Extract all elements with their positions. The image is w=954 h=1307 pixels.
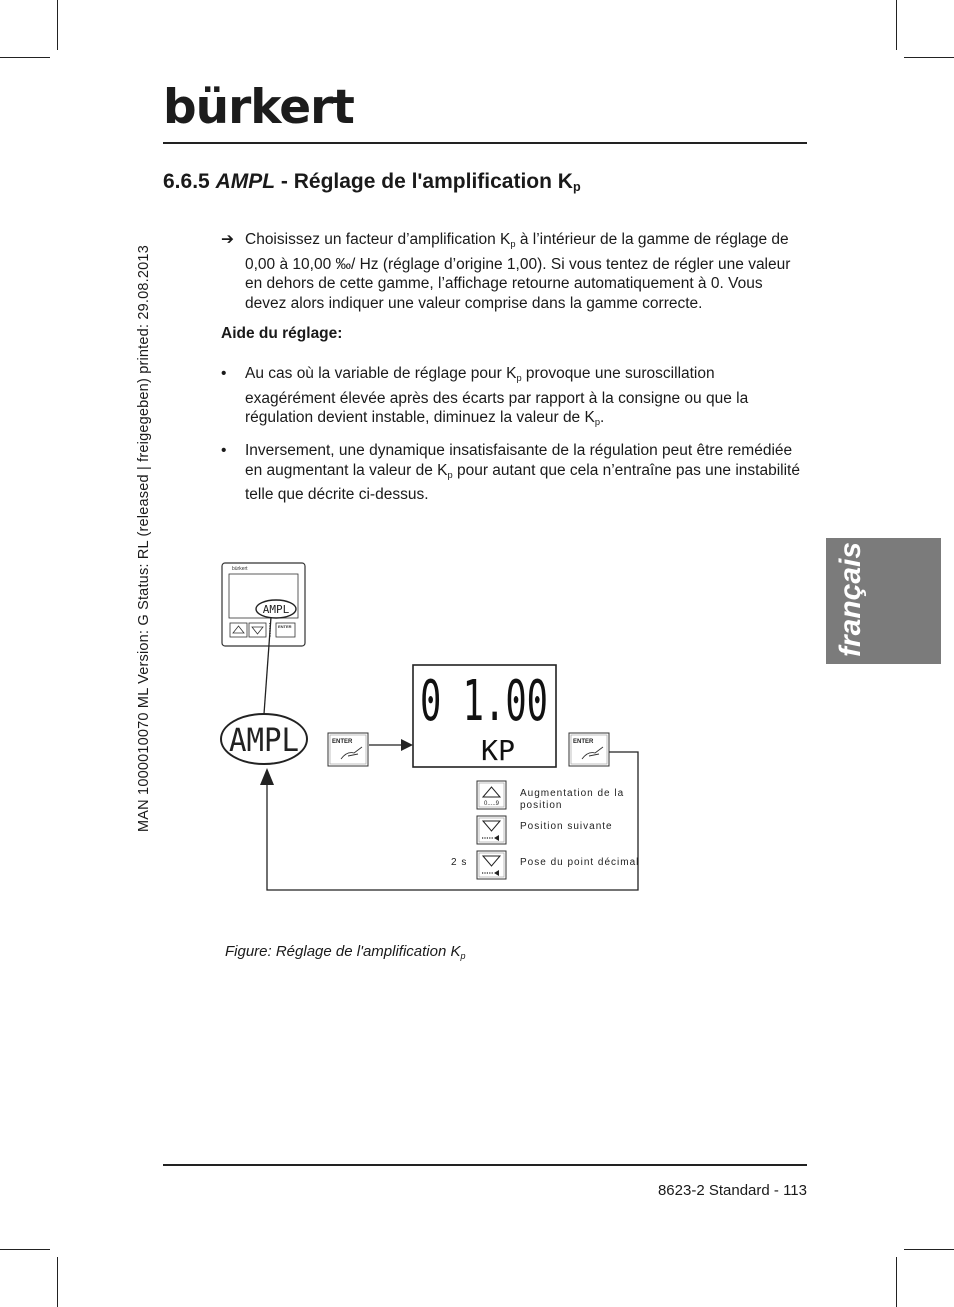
enter-key-label: ENTER xyxy=(573,739,594,745)
decimal-key-label: Pose du point décimal xyxy=(520,857,640,868)
enter-key[interactable] xyxy=(569,733,609,766)
down-key[interactable] xyxy=(477,816,506,844)
device-display-text: AMPL xyxy=(262,603,290,616)
enter-key[interactable] xyxy=(328,733,368,766)
footer-separator: - xyxy=(773,1182,779,1199)
page-footer xyxy=(620,1182,807,1199)
bullet-text: Au cas où la variable de réglage pour K xyxy=(245,365,517,382)
page-number: 113 xyxy=(783,1182,807,1199)
menu-item-text: AMPL xyxy=(229,721,299,759)
section-number: 6.6.5 xyxy=(163,170,210,193)
up-key[interactable] xyxy=(477,781,506,809)
figure-caption-text: Figure: Réglage de l'amplification K xyxy=(225,943,461,960)
document-status-text: MAN 1000010070 ML Version: G Status: RL (released | freigegeben) printed: 29.08.2013 xyxy=(136,245,152,832)
controller-device xyxy=(222,563,305,646)
language-tab-label: français xyxy=(834,541,867,657)
decimal-key[interactable] xyxy=(477,851,506,879)
bullet-text: provoque une suroscillation exagérément élevée après des écarts par rapport à la consigne ou que la régulation devient instable, diminuez la valeur de K xyxy=(245,365,749,426)
return-arrowhead xyxy=(260,768,274,785)
decimal-key-time: 2 s xyxy=(451,857,468,868)
bullet-subscript: p xyxy=(516,373,522,383)
arrow-right-icon: ➔ xyxy=(221,231,234,248)
down-key-label: Position suivante xyxy=(520,821,613,832)
instruction-text-part2: à l’intérieur de la gamme de réglage de 0,00 à 10,00 ‰/ Hz (réglage d’origine 1,00). Si vous tentez de régler une valeur en dehors de cette gamme, l’affichage retourne automatiquement à 0. Vous devez alors indiquer une valeur comprise dans la gamme correcte. xyxy=(245,231,791,312)
instruction-text-part1: Choisissez un facteur d’amplification K xyxy=(245,231,511,248)
enter-key-label: ENTER xyxy=(332,739,353,745)
bullet-text: Inversement, une dynamique insatisfaisante de la régulation peut être remédiée en augmentant la valeur de K xyxy=(245,442,793,479)
up-key-label: Augmentation de la position xyxy=(520,788,625,811)
footer-doc: 8623-2 Standard xyxy=(657,1182,770,1199)
figure-caption xyxy=(225,943,466,961)
bullet-subscript: p xyxy=(447,469,453,480)
instruction-subscript: p xyxy=(510,239,516,249)
brand-logo: bürkert xyxy=(163,80,354,135)
section-keyword: AMPL xyxy=(215,170,276,193)
device-brand-text: bürkert xyxy=(232,566,248,572)
help-heading: Aide du réglage: xyxy=(221,325,343,342)
lcd-display xyxy=(413,665,556,767)
footer-rule xyxy=(163,1164,807,1166)
figure-caption-subscript: p xyxy=(460,951,466,961)
up-key-digits: 0.....9 xyxy=(483,801,500,807)
section-title-subscript: p xyxy=(572,180,581,194)
flow-arrowhead xyxy=(401,739,413,751)
lcd-unit: KP xyxy=(481,734,515,767)
section-title: - Réglage de l'amplification K xyxy=(280,170,573,193)
bullet-marker: • xyxy=(221,442,227,459)
bullet-text: pour autant que cela n’entraîne pas une instabilité telle que décrite ci-dessus. xyxy=(245,461,800,503)
bullet-marker: • xyxy=(221,365,227,382)
device-enter-text: ENTER xyxy=(278,624,292,629)
bullet-subscript: p xyxy=(594,417,600,427)
lcd-value: 0 1.00 xyxy=(420,669,548,734)
bullet-text: . xyxy=(600,409,605,426)
